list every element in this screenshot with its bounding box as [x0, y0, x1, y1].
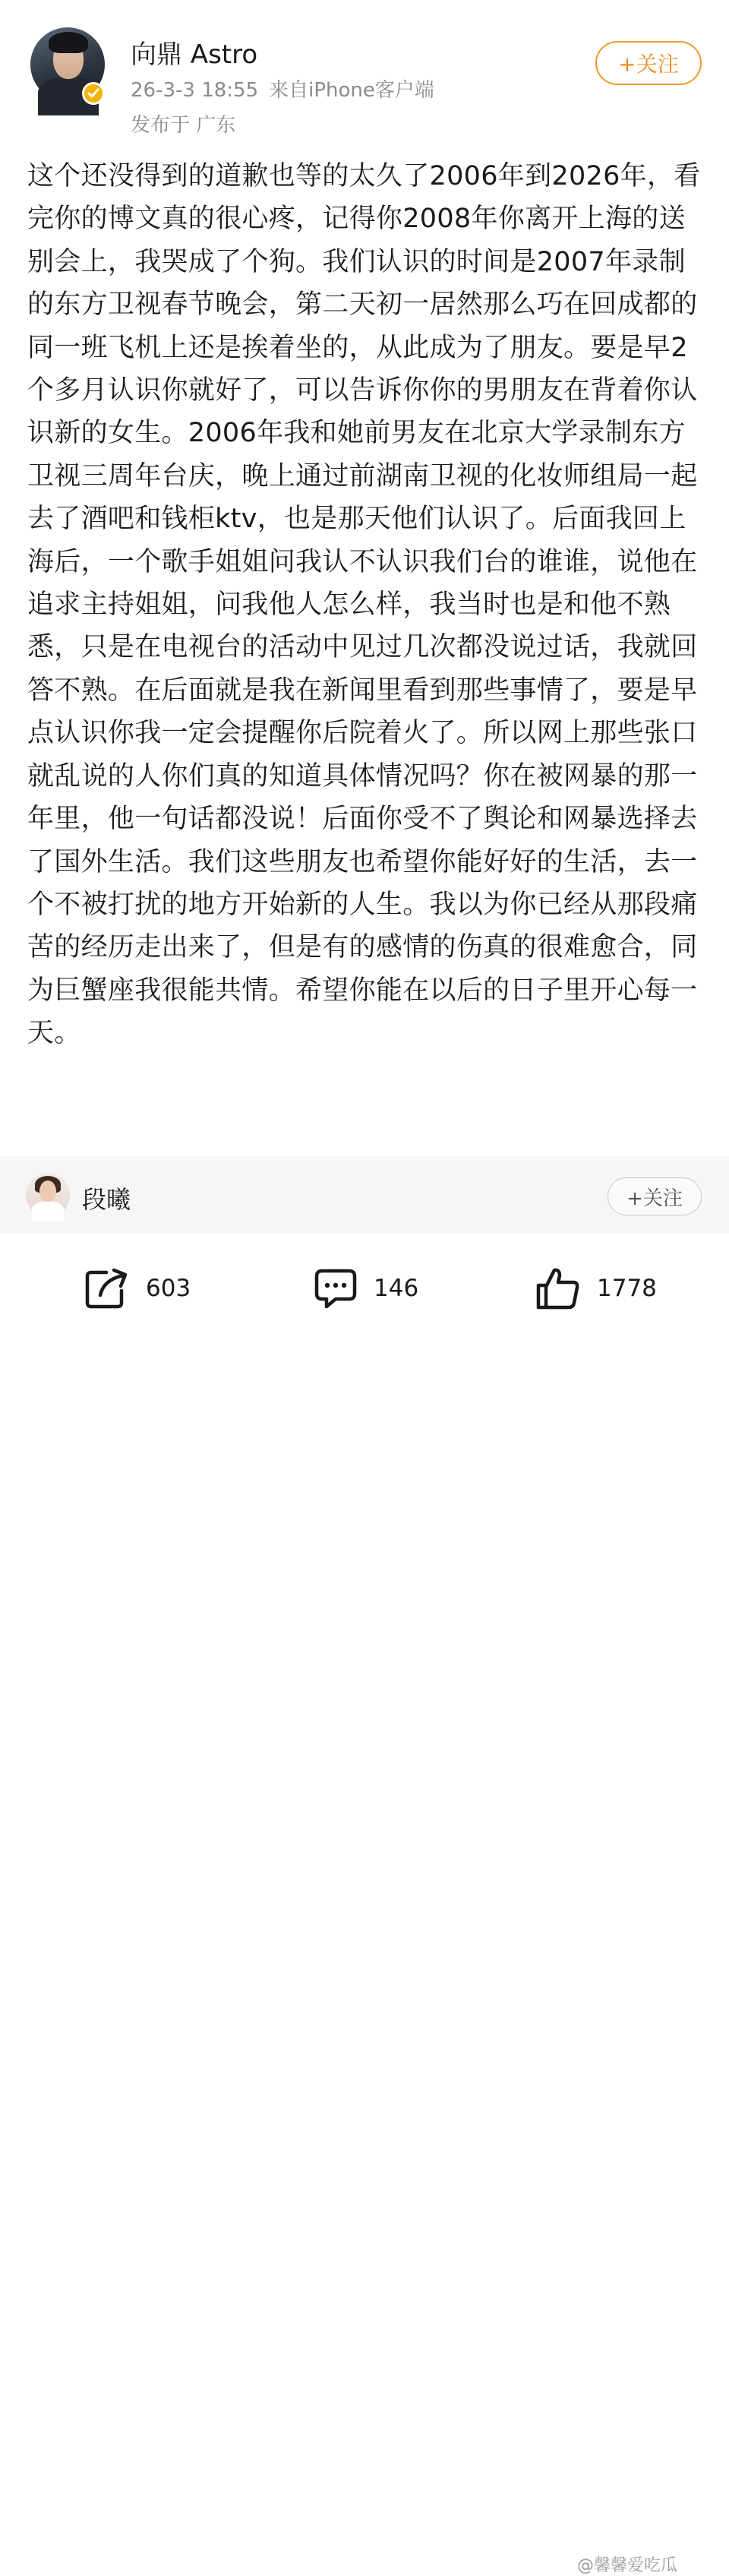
comment-count: 146	[374, 1275, 419, 1302]
action-bar	[0, 1234, 729, 2575]
comment-icon	[313, 1266, 358, 1310]
commenter-avatar[interactable]	[26, 1173, 70, 1217]
follow-button[interactable]: +关注	[595, 41, 702, 85]
post-source: 来自iPhone客户端	[269, 79, 434, 102]
post-meta	[131, 74, 434, 103]
share-icon	[84, 1266, 131, 1310]
watermark: @馨馨爱吃瓜	[577, 2556, 678, 2575]
like-count: 1778	[597, 1275, 657, 1302]
post-location: 发布于 广东	[131, 114, 236, 137]
post-header	[0, 0, 729, 144]
commenter-name[interactable]: 段曦	[82, 1185, 131, 1214]
share-button[interactable]	[84, 1264, 191, 1313]
comment-button[interactable]	[313, 1264, 418, 1313]
avatar-hair-shape	[49, 32, 88, 53]
post-timestamp: 26-3-3 18:55	[131, 79, 259, 102]
share-count: 603	[146, 1275, 191, 1302]
author-name[interactable]: 向鼎 Astro	[131, 40, 258, 70]
like-button[interactable]	[535, 1264, 657, 1313]
avatar-body-shape	[32, 1202, 64, 1222]
avatar-face-shape	[39, 1181, 56, 1202]
post-content: 这个还没得到的道歉也等的太久了2006年到2026年，看完你的博文真的很心疼，记得你2008年你离开上海的送别会上，我哭成了个狗。我们认识的时间是2007年录制的东方卫视春节晚会，第二天初一居然那么巧在回成都的同一班飞机上还是挨着坐的，从此成为了朋友。要是早2个多月认识你就好了，可以告诉你你的男朋友在背着你认识新的女生。2006年我和她前男友在北京大学录制东方卫视三周年台庆，晚上通过前湖南卫视的化妆师组局一起去了酒吧和钱柜ktv，也是那天他们认识了。后面我回上海后，一个歌手姐姐问我认不认识我们台的谁谁，说他在追求主持姐姐，问我他人怎么样，我当时也是和他不熟悉，只是在电视台的活动中见过几次都没说过话，我就回答不熟。在后面就是我在新闻里看到那些事情了，要是早点认识你我一定会提醒你后院着火了。所以网上那些张口就乱说的人你们真的知道具体情况吗？你在被网暴的那一年里，他一句话都没说！后面你受不了舆论和网暴选择去了国外生活。我们这些朋友也希望你能好好的生活，去一个不被打扰的地方开始新的人生。我以为你已经从那段痛苦的经历走出来了，但是有的感情的伤真的很难愈合，同为巨蟹座我很能共情。希望你能在以后的日子里开心每一天。	[27, 161, 701, 1049]
commenter-follow-button[interactable]: +关注	[608, 1177, 702, 1215]
commenter-bar	[0, 1156, 729, 1234]
verified-badge-icon	[82, 82, 105, 105]
thumbs-up-icon	[535, 1266, 582, 1311]
